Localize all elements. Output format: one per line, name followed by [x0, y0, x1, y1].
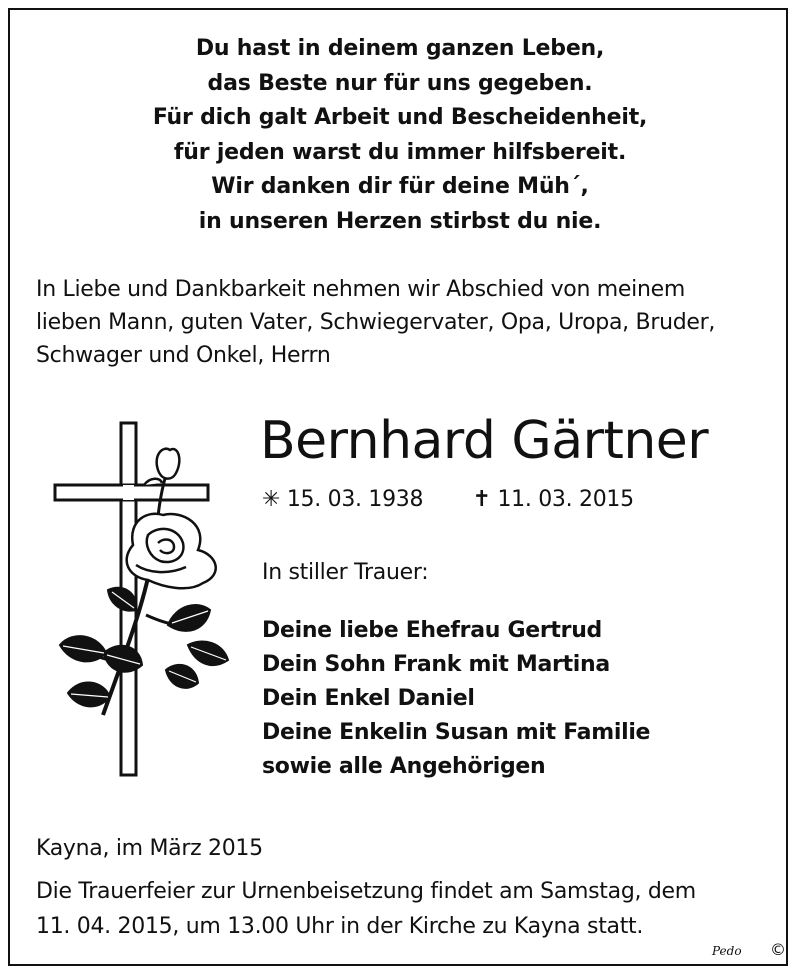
intro-line: lieben Mann, guten Vater, Schwiegervater, Opa, Uropa, Bruder,: [36, 310, 716, 335]
intro-line: In Liebe und Dankbarkeit nehmen wir Abschied von meinem: [36, 277, 685, 302]
poem-line: das Beste nur für uns gegeben.: [207, 70, 593, 96]
birth-date: 15. 03. 1938: [286, 487, 424, 512]
mourner-line: Dein Enkel Daniel: [262, 686, 475, 711]
place-and-date: Kayna, im März 2015: [36, 836, 263, 861]
death-cross-icon: ✝: [472, 487, 491, 512]
farewell-intro: [36, 273, 776, 372]
service-line: 11. 04. 2015, um 13.00 Uhr in der Kirche zu Kayna statt.: [36, 914, 644, 939]
poem-line: für jeden warst du immer hilfsbereit.: [173, 139, 627, 165]
birth-star-icon: ✳: [262, 487, 281, 512]
copyright-icon: ©: [770, 940, 786, 959]
death-date: 11. 03. 2015: [497, 487, 634, 512]
poem-line: Du hast in deinem ganzen Leben,: [195, 36, 605, 61]
poem-line: Wir danken dir für deine Müh´,: [211, 174, 589, 200]
mourner-line: Dein Sohn Frank mit Martina: [262, 652, 610, 677]
mourner-line: sowie alle Angehörigen: [262, 754, 546, 779]
mourner-line: Deine Enkelin Susan mit Familie: [262, 720, 651, 745]
intro-line: Schwager und Onkel, Herrn: [36, 343, 331, 368]
cross-with-rose-icon: [48, 415, 238, 785]
mourners-list: [262, 614, 650, 784]
poem-line: Für dich galt Arbeit und Bescheidenheit,: [152, 105, 648, 131]
poem-line: in unseren Herzen stirbst du nie.: [198, 208, 602, 234]
life-dates: [262, 483, 634, 517]
designer-credit: Pedo: [712, 944, 742, 958]
funeral-service-info: [36, 874, 776, 944]
mourning-heading: In stiller Trauer:: [262, 560, 429, 585]
deceased-name: Bernhard Gärtner: [260, 411, 709, 471]
service-line: Die Trauerfeier zur Urnenbeisetzung findet am Samstag, dem: [36, 879, 696, 904]
memorial-poem: [0, 32, 800, 240]
mourner-line: Deine liebe Ehefrau Gertrud: [262, 618, 603, 643]
